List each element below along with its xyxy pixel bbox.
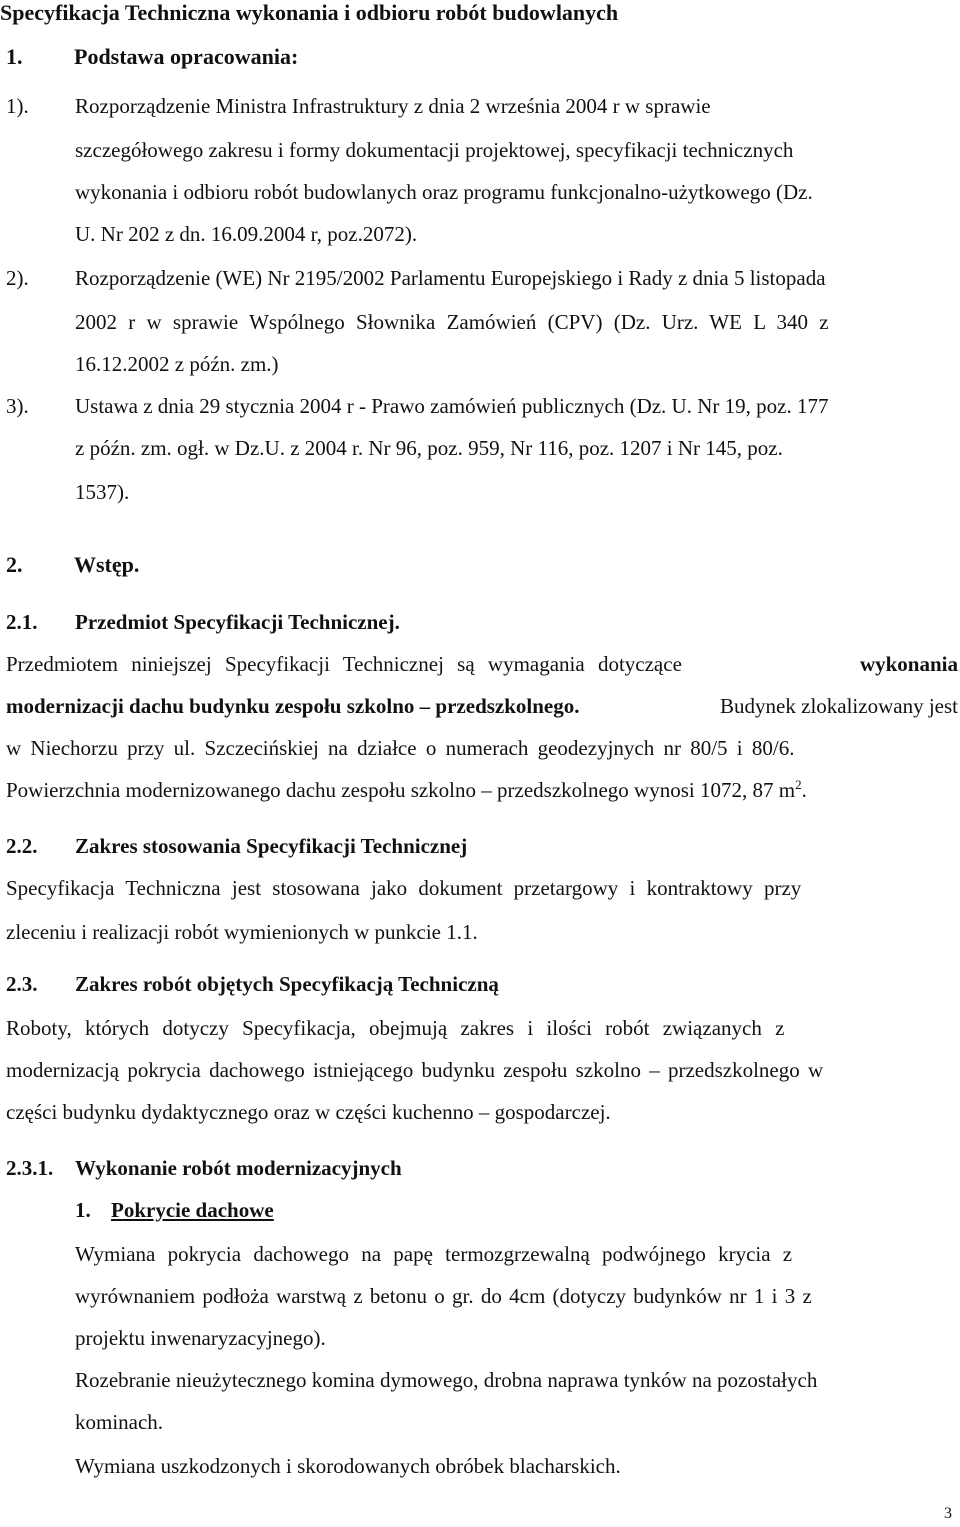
paragraph-text: Przedmiotem niniejszej Specyfikacji Technicznej są wymagania dotyczące bbox=[6, 652, 682, 676]
paragraph-bold-text: modernizacji dachu budynku zespołu szkolno – przedszkolnego. bbox=[6, 694, 580, 718]
section-2-3-heading: Zakres robót objętych Specyfikacją Techniczną bbox=[75, 972, 499, 996]
paragraph-line: Specyfikacja Techniczna jest stosowana jako dokument przetargowy i kontraktowy przy bbox=[6, 876, 802, 900]
section-2-3-number: 2.3. bbox=[6, 972, 38, 996]
paragraph-line bbox=[6, 654, 958, 675]
section-2-1-heading: Przedmiot Specyfikacji Technicznej. bbox=[75, 610, 400, 634]
list-item-number: 3). bbox=[6, 394, 29, 418]
section-2-number: 2. bbox=[6, 552, 23, 577]
list-item-line: z późn. zm. ogł. w Dz.U. z 2004 r. Nr 96, poz. 959, Nr 116, poz. 1207 i Nr 145, poz. bbox=[75, 436, 783, 460]
section-1-number: 1. bbox=[6, 44, 23, 69]
paragraph-bold-text: wykonania bbox=[859, 652, 958, 676]
list-item-line: U. Nr 202 z dn. 16.09.2004 r, poz.2072). bbox=[75, 222, 418, 246]
paragraph-line: części budynku dydaktycznego oraz w części kuchenno – gospodarczej. bbox=[6, 1100, 611, 1124]
page-number: 3 bbox=[944, 1505, 952, 1522]
section-2-heading: Wstęp. bbox=[74, 552, 140, 577]
list-item-line: 1537). bbox=[75, 480, 130, 504]
section-2-3-1-heading: Wykonanie robót modernizacyjnych bbox=[75, 1156, 402, 1180]
paragraph-line: Powierzchnia modernizowanego dachu zespołu szkolno – przedszkolnego wynosi 1072, 87 $m^2$. bbox=[6, 777, 807, 802]
paragraph-line: Roboty, których dotyczy Specyfikacja, obejmują zakres i ilości robót związanych z bbox=[6, 1016, 785, 1040]
paragraph-line: zleceniu i realizacji robót wymienionych w punkcie 1.1. bbox=[6, 920, 478, 944]
list-item-line: szczegółowego zakresu i formy dokumentacji projektowej, specyfikacji technicznych bbox=[75, 138, 794, 162]
paragraph-line: projektu inwenaryzacyjnego). bbox=[75, 1326, 326, 1350]
paragraph-line: w Niechorzu przy ul. Szczecińskiej na działce o numerach geodezyjnych nr 80/5 i 80/6. bbox=[6, 736, 795, 760]
section-2-2-number: 2.2. bbox=[6, 834, 38, 858]
list-item-line: 2002 r w sprawie Wspólnego Słownika Zamówień (CPV) (Dz. Urz. WE L 340 z bbox=[75, 310, 829, 334]
paragraph-line: modernizacją pokrycia dachowego istniejącego budynku zespołu szkolno – przedszkolnego w bbox=[6, 1058, 824, 1082]
list-item-line: Ustawa z dnia 29 stycznia 2004 r - Prawo zamówień publicznych (Dz. U. Nr 19, poz. 177 bbox=[75, 394, 829, 418]
section-2-2-heading: Zakres stosowania Specyfikacji Technicznej bbox=[75, 834, 468, 858]
paragraph-line: kominach. bbox=[75, 1410, 164, 1434]
paragraph-line bbox=[6, 696, 958, 717]
paragraph-text: Budynek zlokalizowany jest bbox=[720, 694, 958, 718]
paragraph-line: Wymiana uszkodzonych i skorodowanych obróbek blacharskich. bbox=[75, 1454, 621, 1478]
list-item-number: 2). bbox=[6, 266, 29, 290]
list-item-line: 16.12.2002 z późn. zm.) bbox=[75, 352, 279, 376]
subsection-number: 1. bbox=[75, 1198, 91, 1222]
list-item-line: Rozporządzenie Ministra Infrastruktury z dnia 2 września 2004 r w sprawie bbox=[75, 94, 711, 118]
subsection-heading: Pokrycie dachowe bbox=[111, 1198, 274, 1222]
list-item-line: Rozporządzenie (WE) Nr 2195/2002 Parlamentu Europejskiego i Rady z dnia 5 listopada bbox=[75, 266, 826, 290]
list-item-number: 1). bbox=[6, 94, 29, 118]
paragraph-line: wyrównaniem podłoża warstwą z betonu o gr. do 4cm (dotyczy budynków nr 1 i 3 z bbox=[75, 1284, 812, 1308]
paragraph-line: Wymiana pokrycia dachowego na papę termozgrzewalną podwójnego krycia z bbox=[75, 1242, 793, 1266]
section-2-1-number: 2.1. bbox=[6, 610, 38, 634]
section-1-heading: Podstawa opracowania: bbox=[74, 44, 299, 69]
list-item-line: wykonania i odbioru robót budowlanych oraz programu funkcjonalno-użytkowego (Dz. bbox=[75, 180, 813, 204]
document-title: Specyfikacja Techniczna wykonania i odbioru robót budowlanych bbox=[0, 0, 619, 25]
section-2-3-1-number: 2.3.1. bbox=[6, 1156, 54, 1180]
paragraph-line: Rozebranie nieużytecznego komina dymowego, drobna naprawa tynków na pozostałych bbox=[75, 1368, 818, 1392]
